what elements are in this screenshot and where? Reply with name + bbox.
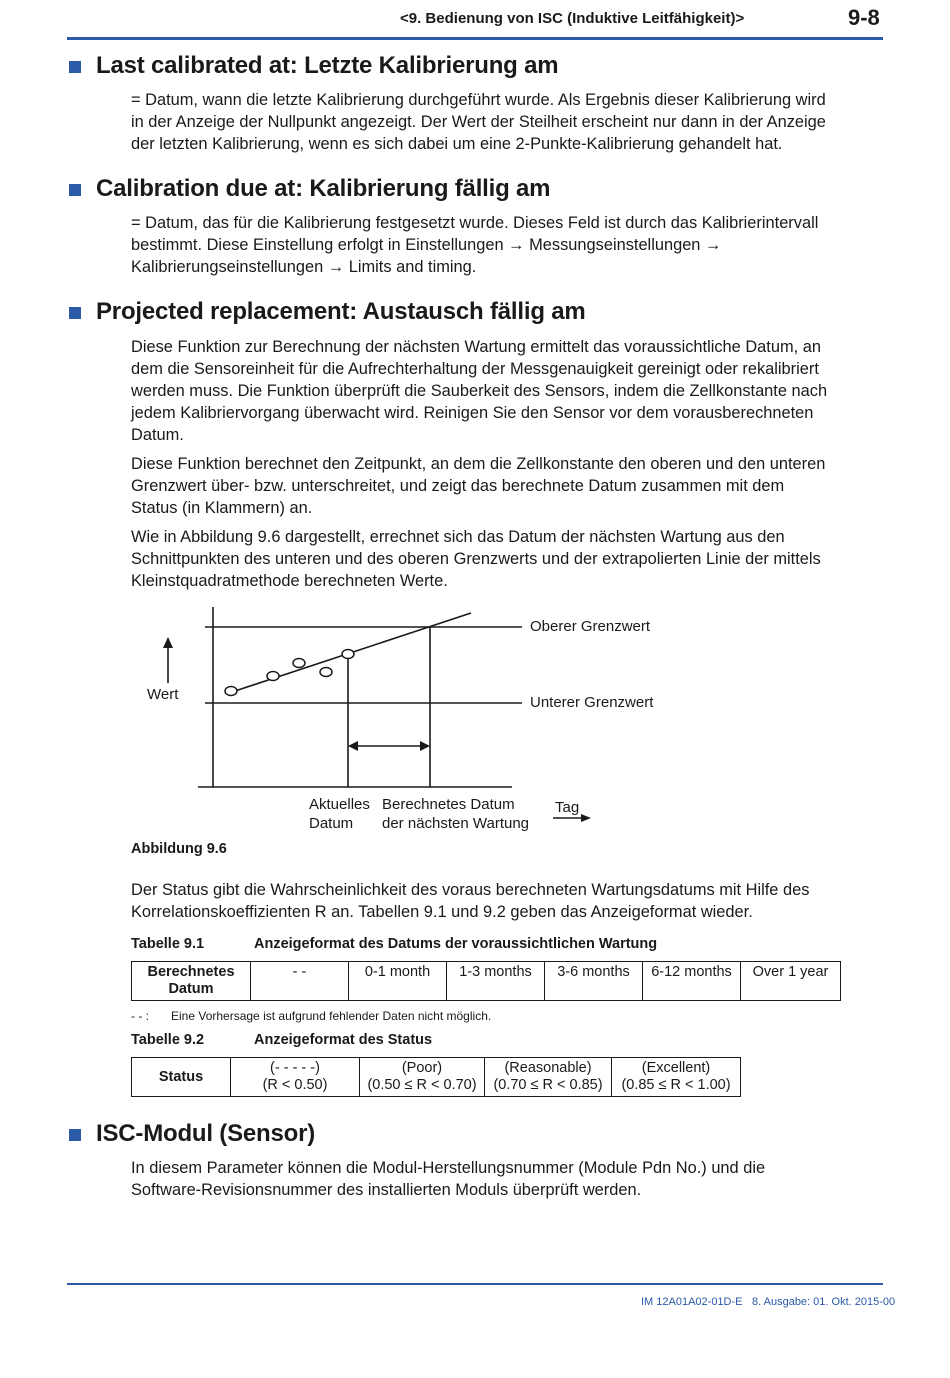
current-date-label: Datum <box>309 815 354 832</box>
current-date-label: Aktuelles <box>309 796 370 813</box>
text-line: Der Status gibt die Wahrscheinlichkeit des voraus berechneten Wartungsdatums mit Hilfe des <box>131 881 810 899</box>
footer-doc-id: IM 12A01A02-01D-E <box>641 1296 743 1308</box>
x-axis-label: Tag <box>555 799 580 816</box>
text-line: in der Anzeige der Nullpunkt angezeigt. Der Wert der Steilheit erscheint nur dann in der Anzeige <box>131 113 826 131</box>
text-line: Kleinstquadratmethode berechneten Werte. <box>131 572 448 590</box>
text-line: werden muss. Die Funktion überprüft die Sauberkeit des Sensors, indem die Zellkonstante nach <box>131 382 828 400</box>
text-line: der letzten Kalibrierung, wenn es sich dabei um eine 2-Punkte-Kalibrierung gehandelt hat. <box>131 135 783 153</box>
table1-note-mark: - - : <box>131 1009 149 1023</box>
page-number: 9-8 <box>848 5 880 30</box>
table1-note-text: Eine Vorhersage ist aufgrund fehlender Daten nicht möglich. <box>171 1009 492 1023</box>
table2-number: Tabelle 9.2 <box>131 1032 205 1048</box>
computed-date-label: der nächsten Wartung <box>382 815 530 832</box>
text-line: Schnittpunkten des unteren und des oberen Grenzwerts und der extrapolierten Linie der mittels <box>131 550 821 568</box>
table-cell: 1-3 months <box>447 962 545 1001</box>
table-cell: (Excellent) (0.85 ≤ R < 1.00) <box>612 1058 741 1097</box>
text-line: = Datum, das für die Kalibrierung festgesetzt wurde. Dieses Feld ist durch das Kalibrierintervall <box>131 214 819 232</box>
data-point <box>320 668 332 677</box>
text-line: Status (in Klammern) an. <box>131 499 313 517</box>
table1-number: Tabelle 9.1 <box>131 936 205 952</box>
text-line: Kalibrierungseinstellungen → Limits and timing. <box>131 258 477 276</box>
section-body-isc-module <box>131 1157 883 1201</box>
section-bullet-icon <box>69 1129 81 1141</box>
arrowhead-icon <box>163 637 173 648</box>
table2-title: Anzeigeformat des Status <box>254 1032 433 1048</box>
table-cell: 3-6 months <box>545 962 643 1001</box>
table-date-format <box>131 961 841 1001</box>
text-line: Software-Revisionsnummer des installierten Moduls überprüft werden. <box>131 1181 642 1199</box>
text-line: In diesem Parameter können die Modul-Herstellungsnummer (Module Pdn No.) und die <box>131 1159 766 1177</box>
section-title-calibration-due: Calibration due at: Kalibrierung fällig am <box>96 175 551 202</box>
text-line: = Datum, wann die letzte Kalibrierung durchgeführt wurde. Als Ergebnis dieser Kalibrierung wird <box>131 91 826 109</box>
computed-date-label: Berechnetes Datum <box>382 796 515 813</box>
table-cell: 0-1 month <box>349 962 447 1001</box>
section-title-projected-replacement: Projected replacement: Austausch fällig am <box>96 298 586 325</box>
figure-caption: Abbildung 9.6 <box>131 841 227 857</box>
footer-edition: 8. Ausgabe: 01. Okt. 2015-00 <box>752 1296 896 1308</box>
text-line: Wie in Abbildung 9.6 dargestellt, errechnet sich das Datum der nächsten Wartung aus den <box>131 528 785 546</box>
text-line: Grenzwert über- bzw. unterschreitet, und zeigt das berechnete Datum zusammen mit dem <box>131 477 785 495</box>
table-cell: 6-12 months <box>643 962 741 1001</box>
y-axis-label: Wert <box>147 686 179 703</box>
section-title-last-calibrated: Last calibrated at: Letzte Kalibrierung am <box>96 52 559 79</box>
lower-limit-label: Unterer Grenzwert <box>530 694 654 711</box>
text-line: dem die Sensoreinheit für die Aufrechterhaltung der Messgenauigkeit gereinigt oder rekalibriert <box>131 360 819 378</box>
table-cell: (Reasonable) (0.70 ≤ R < 0.85) <box>485 1058 612 1097</box>
text-line: jedem Kalibriervorgang überwacht wird. Reinigen Sie den Sensor vor dem vorausberechneten <box>131 404 814 422</box>
text-line: Datum. <box>131 426 184 444</box>
upper-limit-label: Oberer Grenzwert <box>530 618 651 635</box>
table-row <box>132 962 841 1001</box>
paragraph-status <box>131 879 883 923</box>
table-cell: (Poor) (0.50 ≤ R < 0.70) <box>360 1058 485 1097</box>
table-cell: - - <box>251 962 349 1001</box>
table1-title: Anzeigeformat des Datums der voraussichtlichen Wartung <box>254 936 658 952</box>
chapter-title: <9. Bedienung von ISC (Induktive Leitfähigkeit)> <box>400 10 745 27</box>
section-title-isc-module: ISC-Modul (Sensor) <box>96 1120 316 1147</box>
arrowhead-icon <box>348 741 358 751</box>
table-row-header: Berechnetes Datum <box>132 962 251 1001</box>
data-point <box>342 650 354 659</box>
table-row <box>132 1058 741 1097</box>
footer-rule <box>67 1283 883 1285</box>
data-point <box>293 659 305 668</box>
arrowhead-icon <box>581 814 591 822</box>
text-line: Diese Funktion zur Berechnung der nächsten Wartung ermittelt das voraussichtliche Datum, an <box>131 338 821 356</box>
text-line: Diese Funktion berechnet den Zeitpunkt, an dem die Zellkonstante den oberen und den unteren <box>131 455 826 473</box>
arrowhead-icon <box>420 741 430 751</box>
table-cell: Over 1 year <box>741 962 841 1001</box>
table-row-header: Status <box>132 1058 231 1097</box>
text-line: bestimmt. Diese Einstellung erfolgt in Einstellungen → Messungseinstellungen → <box>131 236 722 254</box>
text-line: Korrelationskoeffizienten R an. Tabellen 9.1 und 9.2 geben das Anzeigeformat wieder. <box>131 903 753 921</box>
data-point <box>225 687 237 696</box>
data-point <box>267 672 279 681</box>
table-cell: (- - - - -) (R < 0.50) <box>231 1058 360 1097</box>
table-status-format <box>131 1057 741 1097</box>
